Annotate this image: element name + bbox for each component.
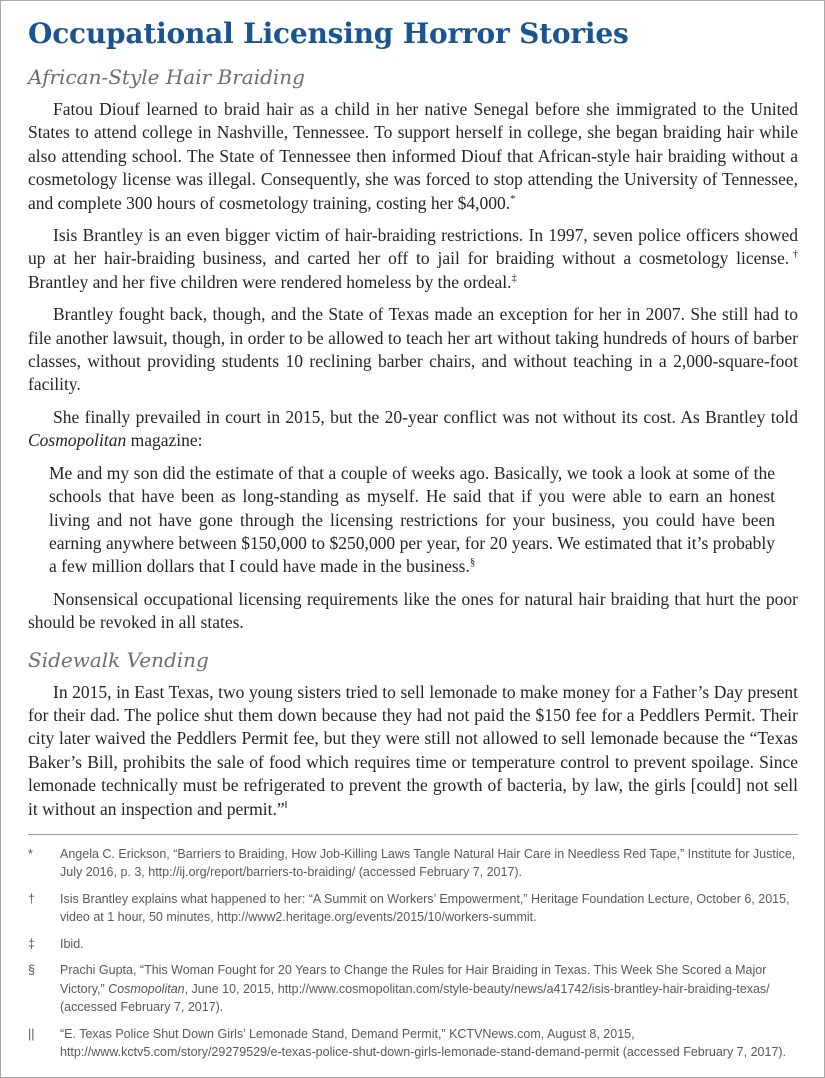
paragraph-text: Brantley and her five children were rendered homeless by the ordeal. — [28, 271, 512, 292]
footnote-item — [28, 845, 798, 882]
footnote-item — [28, 1025, 798, 1062]
paragraph-text: Brantley fought back, though, and the State of Texas made an exception for her in 2007. She still had to file another lawsuit, though, in order to be allowed to teach her art without taking hundreds of hours of barber classes, without providing students 10 reclining barber chairs, and without teaching in a 2,000-square-foot facility. — [28, 304, 798, 395]
section-heading-hair-braiding: African-Style Hair Braiding — [28, 65, 305, 89]
paragraph-prevailed-in-court — [28, 406, 798, 453]
paragraph-text: Fatou Diouf learned to braid hair as a child in her native Senegal before she immigrated to the United States to attend college in Nashville, Tennessee. To support herself in college, she began braiding hair while also attending school. The State of Tennessee then informed Diouf that African-style hair braiding without a cosmetology license was illegal. Consequently, she was forced to stop attending the University of Tennessee, and complete 300 hours of cosmetology training, costing her $4,000. — [28, 99, 798, 213]
paragraph-nonsensical-requirements — [28, 588, 798, 635]
footnote-marker: † — [28, 891, 35, 906]
footnote-separator-rule — [28, 834, 798, 835]
brantley-quote-block — [49, 462, 775, 579]
footnote-text — [60, 961, 798, 1017]
footnote-item — [28, 890, 798, 927]
footnote-marker: ‡ — [28, 936, 35, 951]
footnote-text: “E. Texas Police Shut Down Girls’ Lemonade Stand, Demand Permit,” KCTVNews.com, August 8, 2015, http://www.kctv5.com/story/29279529/e-texas-police-shut-down-girls-lemonade-stand-demand-permit (accessed February 7, 2017). — [60, 1026, 787, 1060]
paragraph-lemonade-stand — [28, 681, 798, 821]
footnotes-block — [28, 845, 798, 1062]
section-heading-sidewalk-vending: Sidewalk Vending — [28, 647, 209, 672]
footnote-ref-double-bar: ‖ — [284, 798, 288, 811]
paragraph-isis-brantley — [28, 224, 798, 294]
paragraph-text: magazine: — [126, 430, 203, 451]
footnote-ref-asterisk: * — [510, 192, 516, 205]
footnote-marker: § — [28, 963, 35, 978]
quote-text: Me and my son did the estimate of that a couple of weeks ago. Basically, we took a look at some of the schools that have been as long-standing as myself. He said that if you were able to earn an honest living and not have gone through the licensing restrictions for your business, you could have been earning anywhere between $150,000 to $250,000 per year, for 20 years. We estimated that it’s probably a few million dollars that I could have made in the business. — [49, 462, 775, 577]
paragraph-fatou-diouf — [28, 98, 798, 215]
footnote-ref-section-sign: § — [469, 556, 476, 569]
footnote-item — [28, 961, 798, 1017]
paragraph-text: She finally prevailed in court in 2015, but the 20-year conflict was not without its cost. As Brantley told — [53, 406, 798, 427]
magazine-name-italic: Cosmopolitan — [28, 430, 127, 451]
footnote-ref-dagger: † — [789, 248, 798, 261]
footnote-item — [28, 935, 798, 954]
paragraph-text: In 2015, in East Texas, two young sisters tried to sell lemonade to make money for a Father’s Day present for their dad. The police shut them down because they had not paid the $150 fee for a Peddlers Permit. Their city later waived the Peddlers Permit fee, but they were still not allowed to sell lemonade because the “Texas Baker’s Bill, prohibits the sale of food which requires time or temperature control to prevent spoilage. Since lemonade technically must be refrigerated to prevent the growth of bacteria, by law, the girls [could] not sell it without an inspection and permit.” — [28, 681, 798, 819]
footnote-text: Ibid. — [60, 936, 84, 951]
magazine-name-italic: Cosmopolitan — [108, 981, 185, 996]
paragraph-text: Nonsensical occupational licensing requirements like the ones for natural hair braiding that hurt the poor should be revoked in all states. — [28, 588, 798, 633]
footnote-text-after: , June 10, 2015, http://www.cosmopolitan.com/style-beauty/news/a41742/isis-brantley-hair-braiding-texas/ (accessed February 7, 2017). — [60, 981, 770, 1015]
paragraph-brantley-fought-back — [28, 303, 798, 397]
footnote-marker: || — [28, 1026, 35, 1041]
footnote-marker: * — [28, 846, 33, 861]
footnote-text: Isis Brantley explains what happened to her: “A Summit on Workers’ Empowerment,” Heritage Foundation Lecture, October 6, 2015, video at 1 hour, 50 minutes, http://www2.heritage.org/events/2015/10/workers-summit. — [60, 891, 790, 925]
footnote-text: Angela C. Erickson, “Barriers to Braiding, How Job-Killing Laws Tangle Natural Hair Care in Needless Red Tape,” Institute for Justice, July 2016, p. 3, http://ij.org/report/barriers-to-braiding/ (accessed February 7, 2017). — [60, 846, 796, 880]
page-title: Occupational Licensing Horror Stories — [28, 17, 629, 50]
paragraph-text: Isis Brantley is an even bigger victim of hair-braiding restrictions. In 1997, seven police officers showed up at her hair-braiding business, and carted her off to jail for braiding without a cosmetology license. — [28, 225, 798, 269]
footnote-text-before: Prachi Gupta, “This Woman Fought for 20 Years to Change the Rules for Hair Braiding in Texas. This Week She Scored a Major Victory,” — [60, 963, 767, 996]
footnote-ref-double-dagger: ‡ — [511, 272, 517, 285]
